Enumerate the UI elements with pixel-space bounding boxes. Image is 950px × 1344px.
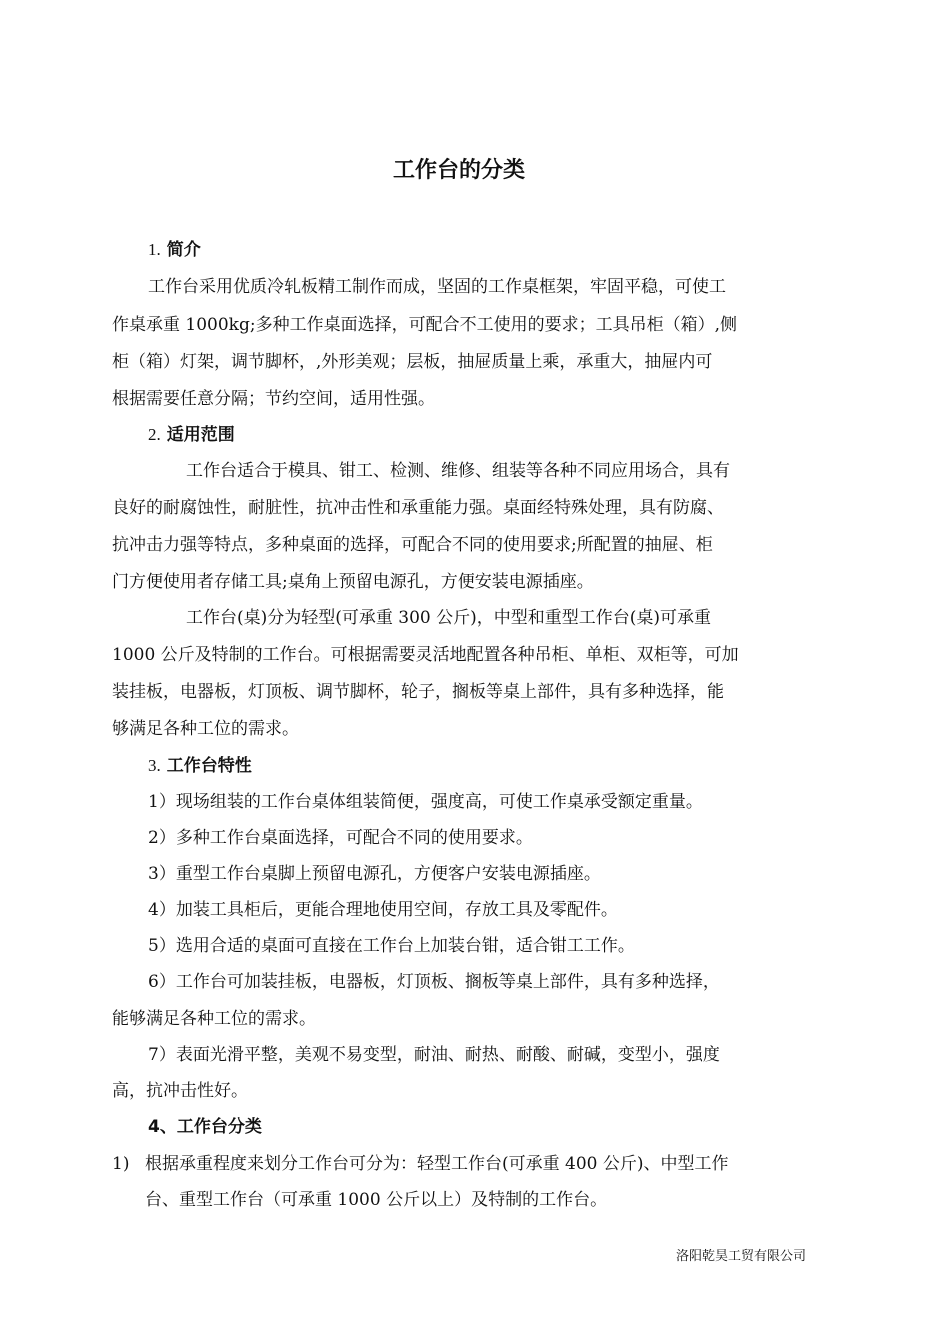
classification-item-line: 根据承重程度来划分工作台可分为：轻型工作台(可承重 400 公斤)、中型工作 — [145, 1154, 729, 1174]
feature-item: 4）加装工具柜后，更能合理地使用空间，存放工具及零配件。 — [148, 900, 618, 920]
feature-item: 7）表面光滑平整，美观不易变型，耐油、耐热、耐酸、耐碱，变型小，强度 — [148, 1045, 720, 1065]
section-3-title: 工作台特性 — [166, 756, 252, 776]
paragraph-line: 装挂板，电器板，灯顶板、调节脚杯，轮子，搁板等桌上部件，具有多种选择，能 — [112, 682, 724, 702]
paragraph-line: 良好的耐腐蚀性，耐脏性，抗冲击性和承重能力强。桌面经特殊处理，具有防腐、 — [112, 498, 724, 518]
company-footer: 洛阳乾昊工贸有限公司 — [675, 1249, 806, 1264]
section-1-heading — [148, 238, 201, 262]
paragraph-line: 工作台(桌)分为轻型(可承重 300 公斤)，中型和重型工作台(桌)可承重 — [186, 608, 712, 628]
feature-item: 6）工作台可加装挂板，电器板，灯顶板、搁板等桌上部件，具有多种选择， — [148, 972, 720, 992]
feature-item-continuation: 高，抗冲击性好。 — [112, 1081, 248, 1101]
classification-item-number: 1) — [112, 1154, 130, 1174]
section-2-title: 适用范围 — [166, 425, 235, 445]
page-title: 工作台的分类 — [392, 158, 525, 183]
feature-item: 2）多种工作台桌面选择，可配合不同的使用要求。 — [148, 828, 533, 848]
section-2-heading — [148, 423, 235, 447]
paragraph-line: 根据需要任意分隔；节约空间，适用性强。 — [112, 389, 435, 409]
feature-item: 1）现场组装的工作台桌体组装简便，强度高，可使工作桌承受额定重量。 — [148, 792, 703, 812]
section-4-title: 4、工作台分类 — [148, 1117, 262, 1137]
paragraph-line: 门方便使用者存储工具;桌角上预留电源孔，方便安装电源插座。 — [112, 572, 594, 592]
section-3-heading — [148, 754, 252, 778]
section-4-heading — [148, 1115, 262, 1139]
paragraph-line: 作桌承重 1000kg;多种工作桌面选择，可配合不工使用的要求；工具吊柜（箱）,侧 — [112, 315, 737, 335]
feature-item: 5）选用合适的桌面可直接在工作台上加装台钳，适合钳工工作。 — [148, 936, 635, 956]
paragraph-line: 够满足各种工位的需求。 — [112, 719, 299, 739]
paragraph-line: 柜（箱）灯架，调节脚杯，,外形美观；层板，抽屉质量上乘，承重大，抽屉内可 — [112, 352, 713, 372]
paragraph-line: 抗冲击力强等特点，多种桌面的选择，可配合不同的使用要求;所配置的抽屉、柜 — [112, 535, 713, 555]
section-1-number: 1. — [148, 240, 161, 259]
section-3-number: 3. — [148, 756, 161, 775]
classification-item-line: 台、重型工作台（可承重 1000 公斤以上）及特制的工作台。 — [145, 1190, 608, 1210]
section-2-number: 2. — [148, 425, 161, 444]
section-1-title: 简介 — [166, 240, 201, 260]
feature-item: 3）重型工作台桌脚上预留电源孔，方便客户安装电源插座。 — [148, 864, 601, 884]
paragraph-line: 1000 公斤及特制的工作台。可根据需要灵活地配置各种吊柜、单柜、双柜等，可加 — [112, 645, 739, 665]
feature-item-continuation: 能够满足各种工位的需求。 — [112, 1009, 316, 1029]
paragraph-line: 工作台适合于模具、钳工、检测、维修、组装等各种不同应用场合，具有 — [186, 461, 730, 481]
paragraph-line: 工作台采用优质冷轧板精工制作而成，坚固的工作桌框架，牢固平稳，可使工 — [148, 277, 726, 297]
